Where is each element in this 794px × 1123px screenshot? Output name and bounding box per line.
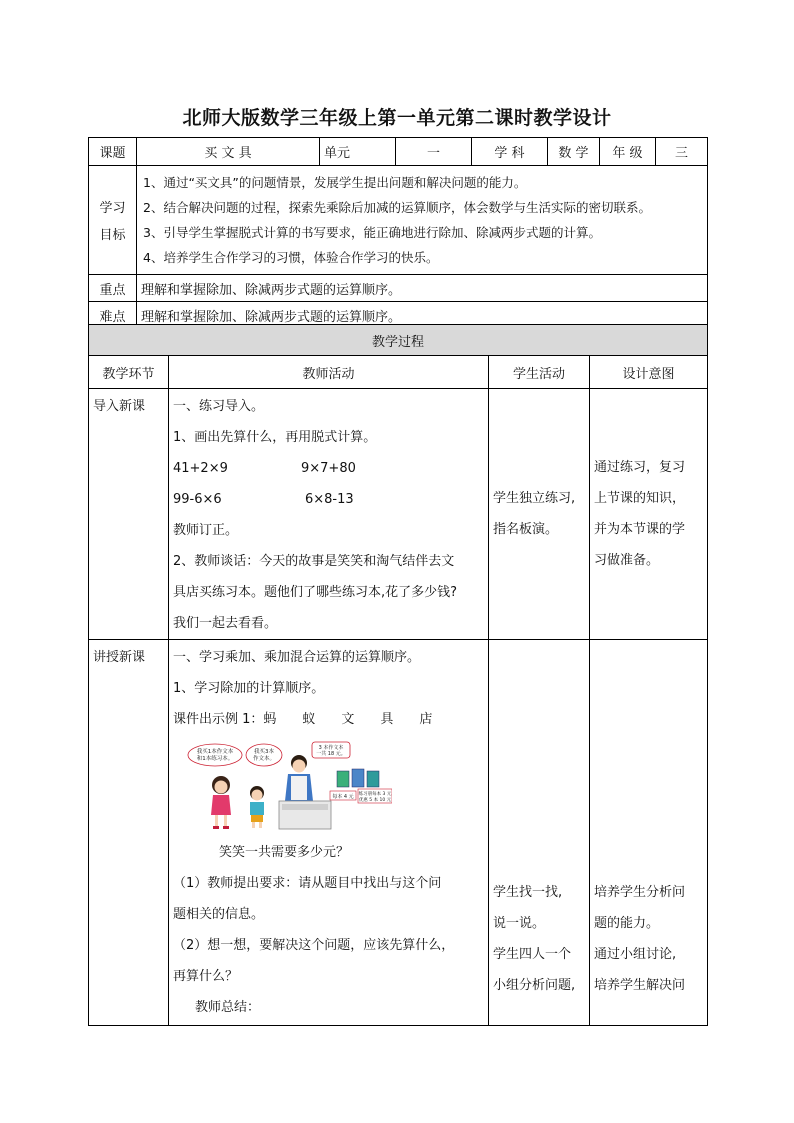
grade-label: 年 级 — [600, 138, 656, 166]
text-line: 习做准备。 — [594, 553, 660, 568]
difficult-point-label: 难点 — [89, 302, 137, 329]
stage-intro: 导入新课 — [89, 389, 169, 640]
text-line: 一、学习乘加、乘加混合运算的运算顺序。 — [173, 650, 421, 665]
text-line: 通过练习，复习 — [594, 460, 686, 475]
header-teacher: 教师活动 — [169, 356, 489, 389]
header-student: 学生活动 — [489, 356, 590, 389]
text-line: 题相关的信息。 — [173, 907, 265, 922]
text-line: 培养学生解决问 — [594, 978, 686, 993]
page-title: 北师大版数学三年级上第一单元第二课时教学设计 — [182, 107, 612, 129]
calc-line — [173, 453, 484, 484]
text-line: 通过小组讨论, — [594, 947, 677, 962]
teacher-activity-intro — [169, 389, 489, 640]
difficult-point-text: 理解和掌握除加、除减两步式题的运算顺序。 — [137, 302, 708, 329]
header-intent: 设计意图 — [590, 356, 708, 389]
key-point-row — [89, 275, 708, 302]
goal-item: 1、通过“买文具”的问题情景，发展学生提出问题和解决问题的能力。 — [143, 175, 527, 190]
book-icon — [367, 771, 379, 787]
process-table — [88, 324, 708, 1026]
price-tag-1: 每本 4 元 — [332, 794, 354, 800]
book-icon — [337, 771, 349, 787]
teacher-activity-new — [169, 640, 489, 1026]
bubble1-line2: 和1本练习本。 — [196, 756, 234, 762]
section-intro-row — [89, 389, 708, 640]
price-tag-2-line1: 练习册每本 3 元 — [358, 792, 392, 797]
text-line: 指名板演。 — [493, 522, 559, 537]
bubble2-line2: 作文本。 — [252, 756, 276, 762]
bubble3-line1: 3 本作文本 — [318, 745, 344, 751]
text-line: 培养学生分析问 — [594, 885, 686, 900]
text-line: 并为本节课的学 — [594, 522, 686, 537]
goals-list — [137, 166, 708, 275]
goals-label-line2: 目标 — [99, 228, 126, 243]
key-point-label: 重点 — [89, 275, 137, 302]
stage-new: 讲授新课 — [89, 640, 169, 1026]
bubble2-line1: 我买3本 — [254, 749, 274, 755]
bubble3-line2: 一共 18 元。 — [316, 751, 346, 757]
calc-line — [173, 484, 484, 515]
text-line: （1）教师提出要求：请从题目中找出与这个问 — [173, 876, 442, 891]
design-intent-intro — [590, 389, 708, 640]
goals-label — [89, 166, 137, 275]
boy-figure-icon — [250, 786, 264, 828]
calc-expr: 99-6×6 — [173, 492, 222, 507]
text-line: （2）想一想，要解决这个问题，应该先算什么， — [173, 938, 455, 953]
student-activity-new — [489, 640, 590, 1026]
calc-expr: 41+2×9 — [173, 461, 228, 476]
text-line: 题的能力。 — [594, 916, 660, 931]
goal-item: 3、引导学生掌握脱式计算的书写要求，能正确地进行除加、除减两步式题的计算。 — [143, 225, 601, 240]
text-line: 学生找一找, — [493, 885, 563, 900]
unit-value: 一 — [396, 138, 472, 166]
calc-expr: 6×8-13 — [305, 492, 354, 507]
goals-label-line1: 学习 — [99, 201, 126, 216]
process-band-row — [89, 325, 708, 356]
goal-item: 2、结合解决问题的过程，探索先乘除后加减的运算顺序，体会数学与生活实际的密切联系。 — [143, 200, 651, 215]
stationery-shop-illustration — [187, 741, 484, 837]
unit-label: 单元 — [320, 138, 396, 166]
text-line: 1、学习除加的计算顺序。 — [173, 681, 325, 696]
text-line: 学生独立练习, — [493, 491, 576, 506]
topic-value: 买 文 具 — [137, 138, 320, 166]
text-line: 小组分析问题, — [493, 978, 576, 993]
text-line: 2、教师谈话：今天的故事是笑笑和淘气结伴去文 — [173, 554, 455, 569]
text-line: 具店买练习本。题他们了哪些练习本,花了多少钱? — [173, 585, 458, 600]
design-intent-new — [590, 640, 708, 1026]
text-line: 教师总结： — [195, 1000, 261, 1015]
text-line: 学生四人一个 — [493, 947, 572, 962]
calc-expr: 9×7+80 — [301, 461, 356, 476]
text-line: 再算什么？ — [173, 969, 239, 984]
text-line: 我们一起去看看。 — [173, 616, 278, 631]
price-tag-2-line2: 优惠 5 本 10 元 — [358, 798, 392, 803]
process-header-row — [89, 356, 708, 389]
text-line: 教师订正。 — [173, 523, 239, 538]
text-line: 说一说。 — [493, 916, 546, 931]
key-point-text: 理解和掌握除加、除减两步式题的运算顺序。 — [137, 275, 708, 302]
text-line: 课件出示例 1：蚂 蚁 文 具 店 — [173, 712, 433, 727]
header-stage: 教学环节 — [89, 356, 169, 389]
girl-figure-icon — [211, 776, 231, 829]
info-row — [89, 138, 708, 166]
question-line: 笑笑一共需要多少元？ — [219, 845, 350, 860]
section-new-row — [89, 640, 708, 1026]
goal-item: 4、培养学生合作学习的习惯，体验合作学习的快乐。 — [143, 250, 439, 265]
grade-value: 三 — [656, 138, 708, 166]
topic-label: 课题 — [89, 138, 137, 166]
text-line: 一、练习导入。 — [173, 399, 265, 414]
bubble1-line1: 我买1本作文本 — [196, 749, 234, 755]
subject-value: 数 学 — [548, 138, 600, 166]
process-band: 教学过程 — [89, 325, 708, 356]
text-line: 1、画出先算什么，再用脱式计算。 — [173, 430, 377, 445]
text-line: 上节课的知识， — [594, 491, 686, 506]
book-icon — [352, 769, 364, 787]
clerk-figure-icon — [285, 755, 313, 801]
student-activity-intro — [489, 389, 590, 640]
subject-label: 学 科 — [472, 138, 548, 166]
lesson-info-table — [88, 137, 708, 329]
goals-row — [89, 166, 708, 275]
